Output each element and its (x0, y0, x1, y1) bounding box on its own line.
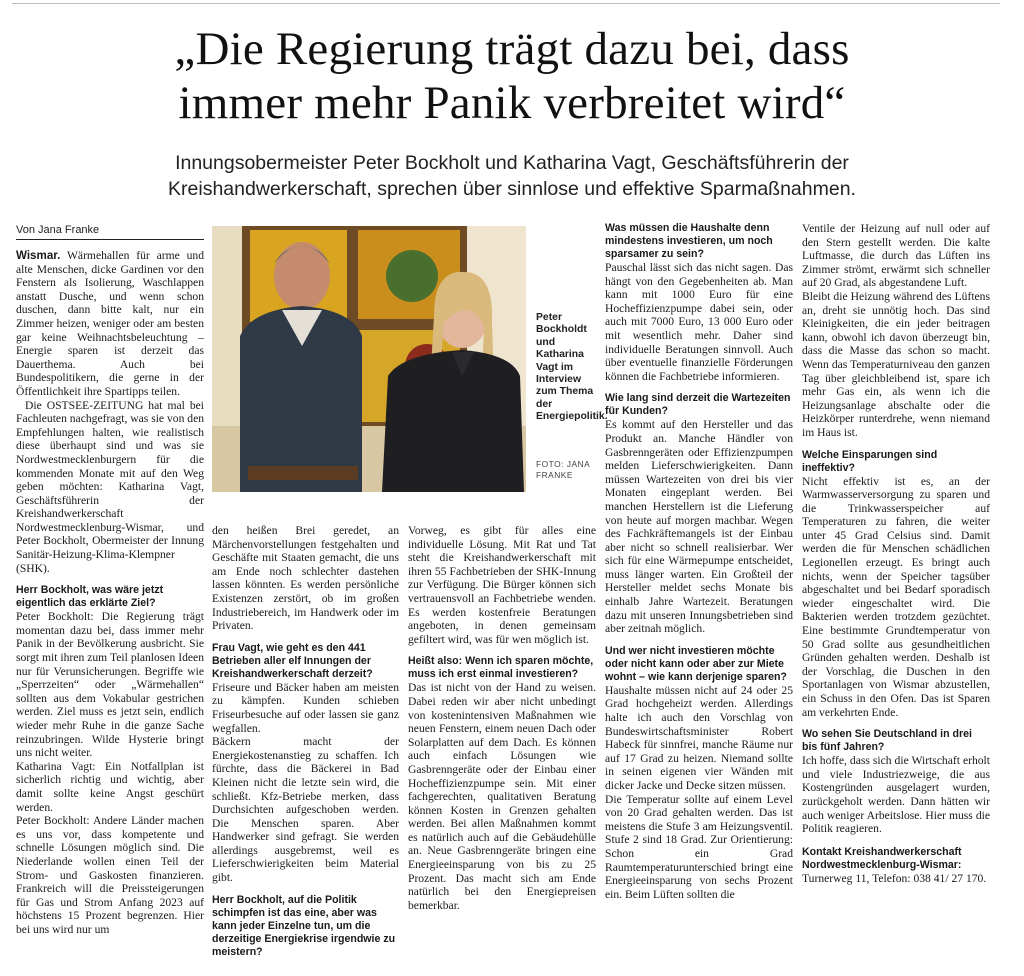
subheadline-line-1: Innungsobermeister Peter Bockholt und Katharina Vagt, Geschäftsführerin der (175, 152, 849, 174)
paragraph: Vorweg, es gibt für alles eine individuelle Lösung. Mit Rat und Tat steht die Kreishandwerkerschaft mit ihren 55 Fachbetrieben der SHK-Innung zur Verfügung. Die Bürger können sich vertrauensvoll an Fachbetriebe wenden. Es werden kostenfreie Beratungen angeboten, in denen gemeinsam gefiltert wird, was für wen möglich ist. (408, 524, 596, 646)
paragraph: Katharina Vagt: Ein Notfallplan ist sicherlich richtig und wichtig, aber damit sollte keine Angst geschürt werden. (16, 759, 204, 814)
paragraph: Das ist nicht von der Hand zu weisen. Dabei reden wir aber nicht unbedingt von kostenintensiven Maßnahmen wie neuen Fenstern, einem neuen Dach oder Solarplatten auf dem Dach. Es können auch einfach Lösungen wie Gasbrenngeräte oder der Einbau einer Hocheffizienzpumpe sein. Mit einer fachgerechten, qualitativen Beratung können Kosten in Grenzen gehalten werden. Bei allen Maßnahmen kommt es natürlich auch auf die Gebäudehülle an. Neue Gasbrenngeräte bringen eine Energieeinsparung von bis zu 25 Prozent. Das macht sich am Ende natürlich bei den Energiepreisen bemerkbar. (408, 681, 596, 912)
interview-photo (212, 226, 526, 492)
interview-question: Frau Vagt, wie geht es den 441 Betrieben aller elf Innungen der Kreishandwerkerschaft derzeit? (212, 641, 373, 680)
paragraph: Friseure und Bäcker haben am meisten zu kämpfen. Kunden schieben Friseurbesuche auf oder lassen sie ganz wegfallen. (212, 680, 399, 735)
paragraph: Bäckern macht der Energiekostenanstieg zu schaffen. Ich fürchte, dass die Bäckerei in Bad Kleinen nicht die letzte sein wird, die schließt. Kfz-Betriebe merken, dass Durchsichten aufgeschoben werden. Die Menschen sparen. Aber Handwerker sind gefragt. Sie werden allerdings ausgebremst, weil es Lieferschwierigkeiten beim Material gibt. (212, 735, 399, 885)
paragraph: Nicht effektiv ist es, an der Warmwasserversorgung zu sparen und die Trinkwasserspeicher auf Temperaturen zu fahren, die weiter unter 45 Grad Celsius sind. Damit werden die für Menschen schädlichen Legionellen erzeugt. Es bringt auch nichts, wenn der Speicher tagsüber abgeschaltet und bei Bedarf sporadisch wieder eingeschaltet wird. Die Bakterien werden trotzdem gezüchtet. Eine bestimmte Grundtemperatur von 50 Grad sollte aus gesundheitlichen Gründen gehalten werden. Deshalb ist der Vorschlag, die Duschen in den Sportanlagen von Wismar abzustellen, ein Schuss in den Ofen. Das ist Sparen am verkehrten Ende. (802, 474, 990, 719)
headline-line-2: immer mehr Panik verbreitet wird“ (178, 77, 846, 129)
interview-question: Herr Bockholt, was wäre jetzt eigentlich das erklärte Ziel? (16, 584, 164, 610)
paragraph: Peter Bockholt: Andere Länder machen es uns vor, dass kompetente und schnelle Lösungen möglich sind. Die Niederlande wollen einen Teil der Strom- und Gaskosten finanzieren. Frankreich will die Preissteigerungen für Gas und Strom Anfang 2023 auf höchstens 15 Prozent begrenzen. Hier bei uns wird nur um (16, 814, 204, 936)
lead-paragraph (16, 249, 204, 399)
paragraph: den heißen Brei geredet, an Märchenvorstellungen festgehalten und Geschäfte mit Staaten gemacht, die uns am Ende noch schlechter dastehen lassen könnten. Es werden persönliche Existenzen zerstört, ob im großen Industriebereich, im Handwerk oder im Privaten. (212, 524, 399, 633)
interview-question: Und wer nicht investieren möchte oder nicht kann oder aber zur Miete wohnt – wie kann derjenige sparen? (605, 644, 787, 683)
interview-question: Welche Einsparungen sind ineffektiv? (802, 448, 938, 474)
paragraph: Ventile der Heizung auf null oder auf den Stern gestellt werden. Die kalte Luftmasse, die durch das Lüften ins Zimmer strömt, erwärmt sich schneller auf 20 Grad, als abgestandene Luft. (802, 222, 990, 290)
interview-question: Herr Bockholt, auf die Politik schimpfen ist das eine, aber was kann jeder Einzelne tun, um die derzeitige Energiekrise irgendwie zu meistern? (212, 893, 396, 958)
column-2 (212, 524, 399, 959)
byline: Von Jana Franke (16, 224, 204, 240)
dateline: Wismar. (16, 249, 61, 262)
interview-question: Heißt also: Wenn ich sparen möchte, muss ich erst einmal investieren? (408, 655, 594, 681)
photo-credit: FOTO: JANA FRANKE (536, 459, 590, 480)
photo-illustration (212, 226, 526, 492)
column-1 (16, 249, 204, 937)
paragraph: Peter Bockholt: Die Regierung trägt momentan dazu bei, dass immer mehr Panik in der Bevölkerung ausbricht. Sie sorgt mit ihren zum Teil planlosen Ideen nur für Verunsicherungen. Begriffe wie „Sperrzeiten“ oder „Wärmehallen“ sollten aus dem Vokabular gestrichen werden. Ziel muss es jetzt sein, endlich wieder mehr Ruhe in die ganze Sache reinzubringen. Wilde Hysterie bringt uns nicht weiter. (16, 610, 204, 760)
paragraph: Pauschal lässt sich das nicht sagen. Das hängt von den Gegebenheiten ab. Man kann mit 1000 Euro für eine Hocheffizienzpumpe dabei sein, oder auch mit 7000 Euro, 13 000 Euro oder mit wesentlich mehr. Daher sind individuelle Beratungen sinnvoll. Auch über eventuelle finanzielle Förderungen können die Fachbetriebe informieren. (605, 261, 793, 383)
headline (0, 22, 1024, 130)
interview-question: Wie lang sind derzeit die Wartezeiten für Kunden? (605, 392, 791, 418)
photo-caption: Peter Bockholdt und Katharina Vagt im Interview zum Thema der Energiepolitik. (536, 312, 608, 423)
paragraph: Ich hoffe, dass sich die Wirtschaft erholt und viele Industriezweige, die aus Kostengründen ausgelagert wurden, zurückgeholt werden. Dann hätten wir auch weniger Arbeitslose. Hier muss die Politik reagieren. (802, 754, 990, 836)
top-rule (12, 3, 1000, 4)
subheadline-line-2: Kreishandwerkerschaft, sprechen über sinnlose und effektive Sparmaßnahmen. (168, 178, 856, 200)
paragraph: Die OSTSEE-ZEITUNG hat mal bei Fachleuten nachgefragt, was sie von den Empfehlungen halten, wie realistisch diese überhaupt sind und was sie Nordwestmecklenburgern für die kommenden Monate mit auf den Weg geben möchten: Katharina Vagt, Geschäftsführerin der Kreishandwerkerschaft Nordwestmecklenburg-Wismar, und Peter Bockholt, Obermeister der Innung Sanitär-Heizung-Klima-Klempner (SHK). (16, 398, 205, 575)
interview-question: Was müssen die Haushalte denn mindestens investieren, um noch sparsamer zu sein? (605, 222, 773, 260)
contact-heading: Kontakt Kreishandwerkerschaft Nordwestmecklenburg-Wismar: (802, 845, 962, 871)
paragraph: Es kommt auf den Hersteller und das Produkt an. Manche Händler von Gasbrenngeräten oder Effizienzpumpen melden Lieferschwierigkeiten. Dann müssen Wartezeiten von drei bis vier Monaten eingeplant werden. Bei manchen Herstellern ist die Lieferung von heute auf morgen machbar. Wegen des Fachkräftemangels ist der Einbau aber nicht so schnell realisierbar. Wer sich für eine Wärmepumpe entscheidet, muss länger warten. Ein Großteil der Hersteller meldet sechs Monate bis einhalb Jahre Wartezeit. Beratungen dazu mit unseren Innungsbetrieben sind aber zeitnah möglich. (605, 418, 793, 636)
paragraph: Die Temperatur sollte auf einem Level von 20 Grad gehalten werden. Das ist meistens die Stufe 3 am Heizungsventil. Stufe 2 sind 18 Grad. Zur Orientierung: Schon ein Grad Raumtemperaturunterschied bringt eine Energieeinsparung von sechs Prozent ein. Beim Lüften sollten die (605, 792, 793, 901)
headline-line-1: „Die Regierung trägt dazu bei, dass (174, 23, 850, 75)
paragraph: Bleibt die Heizung während des Lüftens an, dreht sie unnötig hoch. Das sind Kleinigkeiten, die ein jeder beitragen kann, obwohl ich davon überzeugt bin, dass die Masse das schon so macht. Wenn das Temperaturniveau den ganzen Tag über gleichbleibend ist, spare ich mehr Gas ein, als wenn ich die Heizungsanlage abschalte oder die Heizkörper runterdrehe, wenn niemand im Haus ist. (802, 289, 990, 439)
subheadline (0, 150, 1024, 202)
contact-box (802, 846, 990, 886)
column-5 (802, 222, 990, 885)
interview-question: Wo sehen Sie Deutschland in drei bis fünf Jahren? (802, 728, 972, 754)
contact-details: Turnerweg 11, Telefon: 038 41/ 27 170. (802, 871, 987, 885)
paragraph: Haushalte müssen nicht auf 24 oder 25 Grad hochgeheizt werden. Allerdings halte ich auch den Vorschlag von Bundeswirtschaftsminister Robert Habeck für sinnfrei, manche Räume nur auf 17 Grad zu heizen. Niemand sollte in seinen eigenen vier Wänden mit dicker Jacke und Decke sitzen müssen. (605, 683, 793, 792)
lead-text: Wärmehallen für arme und alte Menschen, dicke Gardinen vor den Fenstern als Isolierung, Waschlappen anstatt Dusche, und wenn schon duschen, dann bitte kalt, nur ein Zimmer heizen, weniger oder am besten gar keine Weihnachtsbeleuchtung – Energie sparen ist derzeit das Dauerthema. Auch bei Bundespolitikern, die gerne in der Öffentlichkeit ihre Spartipps teilen. (16, 249, 204, 398)
column-3 (408, 524, 596, 912)
column-4 (605, 222, 793, 901)
